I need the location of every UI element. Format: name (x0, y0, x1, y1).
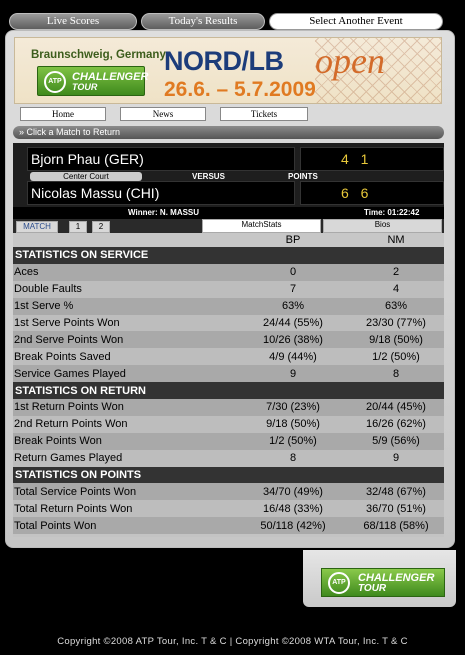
stat-value-bp: 0 (238, 264, 348, 281)
news-button[interactable]: News (120, 107, 206, 121)
stat-value-bp: 34/70 (49%) (238, 483, 348, 500)
stat-value-nm: 23/30 (77%) (348, 315, 444, 332)
stats-table (13, 233, 444, 534)
stat-label: Double Faults (13, 281, 238, 298)
stats-row (13, 450, 444, 467)
stats-row (13, 433, 444, 450)
footer-logo-line2: TOUR (358, 583, 387, 594)
stats-row (13, 331, 444, 348)
atp-icon: ATP (328, 572, 350, 594)
double-chevron-icon: » (19, 127, 25, 137)
tab-todays-results[interactable]: Today's Results (141, 13, 265, 30)
stats-row (13, 348, 444, 365)
logo-line1: CHALLENGER (72, 71, 149, 83)
stats-section-header (13, 382, 444, 399)
footer-logo-line1: CHALLENGER (358, 572, 435, 584)
tab-matchstats[interactable]: MatchStats (202, 219, 321, 233)
stat-value-bp: 50/118 (42%) (238, 517, 348, 534)
stat-value-bp: 9 (238, 365, 348, 382)
stat-value-nm: 63% (348, 298, 444, 315)
winner-text: Winner: N. MASSU (128, 208, 200, 217)
stats-row (13, 298, 444, 315)
event-banner (14, 37, 442, 104)
stat-value-bp: 1/2 (50%) (238, 433, 348, 450)
sponsor-logo: NORD/LB (164, 46, 284, 76)
challenger-tour-logo (37, 66, 149, 96)
stat-label: 2nd Serve Points Won (13, 331, 238, 348)
stats-row (13, 315, 444, 332)
tab-match[interactable]: MATCH (16, 221, 58, 233)
stat-label: Aces (13, 264, 238, 281)
stat-value-bp: 10/26 (38%) (238, 331, 348, 348)
stat-label: 1st Return Points Won (13, 399, 238, 416)
stats-row (13, 500, 444, 517)
tab-bios[interactable]: Bios (323, 219, 442, 233)
tickets-button[interactable]: Tickets (220, 107, 308, 121)
stat-label: 2nd Return Points Won (13, 416, 238, 433)
player2-name: Nicolas Massu (CHI) (27, 181, 295, 205)
event-dates: 26.6. – 5.7.2009 (164, 78, 316, 101)
player1-name: Bjorn Phau (GER) (27, 147, 295, 171)
player2-score: 6 6 (300, 181, 444, 205)
atp-icon: ATP (44, 71, 66, 93)
stat-value-nm: 9/18 (50%) (348, 331, 444, 348)
stat-value-bp: 7 (238, 281, 348, 298)
stats-row (13, 281, 444, 298)
player2-abbrev: NM (348, 233, 444, 247)
select-another-event-button[interactable]: Select Another Event (269, 13, 443, 30)
challenger-tour-footer-logo[interactable] (321, 568, 445, 597)
copyright-text: Copyright ©2008 ATP Tour, Inc. T & C | Copyright ©2008 WTA Tour, Inc. T & C (57, 636, 408, 647)
versus-label: VERSUS (192, 172, 225, 181)
stats-row (13, 399, 444, 416)
stat-value-nm: 8 (348, 365, 444, 382)
logo-line2: TOUR (72, 82, 98, 92)
stat-label: Break Points Saved (13, 348, 238, 365)
stat-value-bp: 63% (238, 298, 348, 315)
click-return-label: Click a Match to Return (26, 127, 121, 137)
points-label: POINTS (288, 172, 318, 181)
click-match-return-bar[interactable] (13, 126, 444, 139)
winner-bar (13, 207, 444, 219)
stat-value-bp: 9/18 (50%) (238, 416, 348, 433)
stats-row (13, 264, 444, 281)
section-title: STATISTICS ON SERVICE (13, 247, 444, 264)
stat-value-nm: 32/48 (67%) (348, 483, 444, 500)
stats-row (13, 416, 444, 433)
stat-label: Return Games Played (13, 450, 238, 467)
court-label: Center Court (30, 172, 142, 181)
stats-row (13, 365, 444, 382)
stat-value-nm: 4 (348, 281, 444, 298)
stat-label: 1st Serve % (13, 298, 238, 315)
section-title: STATISTICS ON RETURN (13, 382, 444, 399)
stats-header-spacer (13, 233, 238, 247)
stat-value-bp: 16/48 (33%) (238, 500, 348, 517)
stat-label: Total Return Points Won (13, 500, 238, 517)
stats-section-header (13, 467, 444, 484)
stat-label: Total Service Points Won (13, 483, 238, 500)
stat-value-bp: 7/30 (23%) (238, 399, 348, 416)
stat-label: Total Points Won (13, 517, 238, 534)
stat-value-nm: 9 (348, 450, 444, 467)
open-logo: open (315, 41, 385, 81)
event-city: Braunschweig, Germany (31, 49, 166, 61)
stat-label: Break Points Won (13, 433, 238, 450)
stats-header-row (13, 233, 444, 247)
tab-set-1[interactable]: 1 (69, 221, 87, 233)
tab-live-scores[interactable]: Live Scores (9, 13, 137, 30)
player1-score: 4 1 (300, 147, 444, 171)
stat-value-bp: 4/9 (44%) (238, 348, 348, 365)
stats-row (13, 517, 444, 534)
stats-section-header (13, 247, 444, 264)
section-title: STATISTICS ON POINTS (13, 467, 444, 484)
stat-value-nm: 1/2 (50%) (348, 348, 444, 365)
stat-value-nm: 36/70 (51%) (348, 500, 444, 517)
stat-label: 1st Serve Points Won (13, 315, 238, 332)
player1-abbrev: BP (238, 233, 348, 247)
stat-label: Service Games Played (13, 365, 238, 382)
stat-value-nm: 2 (348, 264, 444, 281)
home-button[interactable]: Home (20, 107, 106, 121)
tab-set-2[interactable]: 2 (92, 221, 110, 233)
stats-panel (13, 233, 444, 537)
stat-value-nm: 68/118 (58%) (348, 517, 444, 534)
stat-value-nm: 16/26 (62%) (348, 416, 444, 433)
stat-value-nm: 20/44 (45%) (348, 399, 444, 416)
stat-value-bp: 24/44 (55%) (238, 315, 348, 332)
match-tabs (13, 219, 444, 233)
stat-value-bp: 8 (238, 450, 348, 467)
match-time: Time: 01:22:42 (364, 208, 420, 217)
stats-row (13, 483, 444, 500)
stat-value-nm: 5/9 (56%) (348, 433, 444, 450)
